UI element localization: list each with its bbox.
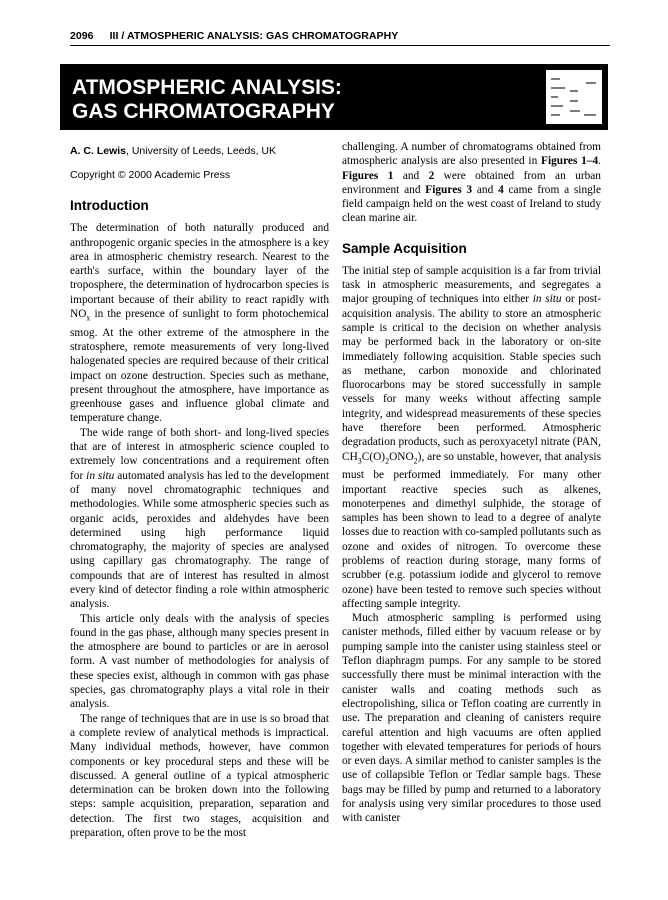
running-title: III / ATMOSPHERIC ANALYSIS: GAS CHROMATOGRAPHY (109, 30, 399, 42)
intro-paragraph-3: This article only deals with the analysis of species found in the gas phase, although many species present in the atmosphere are bound to particles or are in aerosol form. A vast number of methodologies for analysis of these species exist, although in common with gas phase species, gas chromatography plays a vital role in their analysis. (70, 612, 329, 711)
running-head (70, 30, 610, 46)
intro-paragraph-4: The range of techniques that are in use is so broad that a complete review of analytical methods is impractical. Many individual methods, however, have common components or key procedural steps and these will be discussed. A general outline of a typical atmospheric determination can be broken down into the following steps: sample acquisition, preparation, separation and detection. The first two stages, acquisition and preparation, often prove to be the most (70, 712, 329, 840)
author-affiliation: , University of Leeds, Leeds, UK (126, 145, 277, 157)
article-title-line-2: GAS CHROMATOGRAPHY (72, 100, 335, 123)
section-heading-sample-acquisition: Sample Acquisition (342, 240, 467, 256)
intro-paragraph-4-continued: challenging. A number of chromatograms obtained from atmospheric analysis are also presented in Figures 1–4. Figures 1 and 2 were obtained from an urban environment and Figures 3 and 4 came from a single field campaign held on the west coast of Ireland to study clean marine air. (342, 141, 601, 225)
acquisition-paragraph-2: Much atmospheric sampling is performed using canister methods, filled either by vacuum release or by pumping sample into the canister using stainless steel or Teflon diaphragm pumps. For any sample to be stored successfully there must be minimal interaction with the canister walls and coating methods such as electropolishing, silica or Teflon coating are currently in use. The preparation and cleaning of canisters require careful attention and high vacuums are often applied together with elevated temperatures for periods of hours or even days. A similar method to canister samples is the use of collapsible Teflon or Tedlar sample bags. These bags may be filled by pump and returned to a laboratory for analysis using very similar procedures to those used with canister (342, 612, 601, 825)
chromatogram-icon (546, 70, 602, 124)
acquisition-paragraph-1: The initial step of sample acquisition is a far from trivial task in atmospheric measurements, and segregates a major grouping of techniques into either in situ or post-acquisition analysis. The ability to store an atmospheric sample is critical to the decision on whether analysis may be performed back in the laboratory or on-site immediately following acquisition. Stable species such as methane, carbon monoxide and chlorinated fluorocarbons may be stored successfully in sample vessels for many weeks without affecting sample integrity, and widespread measurements of these species have therefore been performed. Atmospheric degradation products, such as peroxyacetyl nitrate (PAN, $CH_3C(O)_2ONO_2$), are so unstable, however, that analysis must be performed immediately. For many other important reactive species such as alkenes, monoterpenes and dimethyl sulphide, the storage of samples has been shown to lead to a degree of analyte losses due to reaction with co-sampled pollutants such as ozone and oxides of nitrogen. To overcome these problems of reaction during storage, many forms of scrubber (e.g. potassium iodide and glycerol to remove ozone) have been tested to remove such species without affecting sample integrity. (342, 264, 601, 610)
author-line (70, 144, 329, 158)
intro-paragraph-1: The determination of both naturally produced and anthropogenic organic species in the atmosphere is a key area in atmospheric chemistry research. Nearest to the earth's surface, within the boundary layer of the troposphere, the determination of hydrocarbon species is important because of their ability to react rapidly with $NO_x$ in the presence of sunlight to form photochemical smog. At the other extreme of the atmosphere in the stratosphere, remote measurements of very long-lived halogenated species are required because of their critical impact on ozone destruction. Species such as methane, present throughout the atmosphere, have importance as greenhouse gases and influence global climate and temperature change. (70, 222, 329, 425)
article-title-banner (60, 64, 608, 130)
section-heading-introduction: Introduction (70, 198, 149, 214)
left-column (70, 140, 329, 840)
author-name: A. C. Lewis (70, 145, 127, 157)
article-title-line-1: ATMOSPHERIC ANALYSIS: (72, 76, 342, 99)
page-number: 2096 (70, 30, 94, 42)
copyright-notice: Copyright © 2000 Academic Press (70, 169, 231, 181)
right-column (342, 140, 601, 826)
intro-paragraph-2: The wide range of both short- and long-lived species that are of interest in atmospheric science coupled to extremely low concentrations and a requirement often for in situ automated analysis has led to the development of many novel chromatographic techniques and methodologies. While some atmospheric species such as organic acids, peroxides and aldehydes have been determined using high performance liquid chromatography, the majority of species are analysed using capillary gas chromatography. The range of compounds that are of interest has resulted in almost every kind of detector finding a role within atmospheric analysis. (70, 426, 329, 611)
